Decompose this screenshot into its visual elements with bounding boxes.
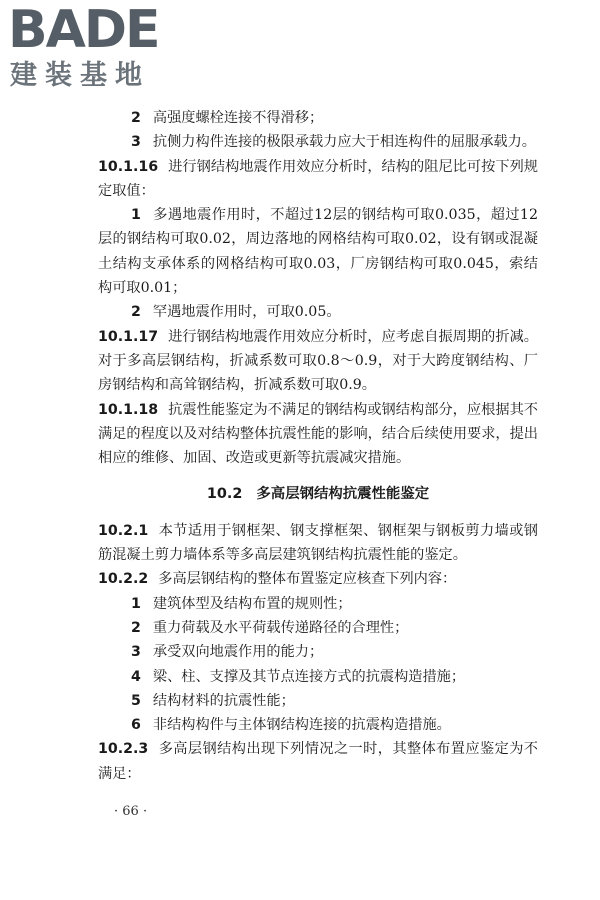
item-number: 3 xyxy=(131,134,141,151)
list-item xyxy=(98,203,538,300)
clause-number: 10.2.2 xyxy=(98,571,149,588)
item-number: 5 xyxy=(131,692,141,709)
clause-text: 多高层钢结构出现下列情况之一时，其整体布置应鉴定为不满足： xyxy=(98,741,538,782)
item-text: 高强度螺栓连接不得滑移； xyxy=(152,110,324,126)
clause-text: 进行钢结构地震作用效应分析时，结构的阻尼比可按下列规定取值： xyxy=(98,158,538,199)
item-number: 2 xyxy=(131,110,141,126)
item-number: 2 xyxy=(131,619,141,636)
clause-number: 10.1.16 xyxy=(98,158,159,175)
section-heading xyxy=(98,482,538,506)
list-item xyxy=(98,300,538,324)
item-text: 罕遇地震作用时，可取0.05。 xyxy=(152,304,341,321)
list-item xyxy=(98,713,538,737)
list-item xyxy=(98,616,538,640)
clause-text: 进行钢结构地震作用效应分析时，应考虑自振周期的折减。对于多高层钢结构，折减系数可取0.8～0.9，对于大跨度钢结构、厂房钢结构和高耸钢结构，折减系数可取0.9。 xyxy=(98,328,538,394)
item-text: 梁、柱、支撑及其节点连接方式的抗震构造措施； xyxy=(152,668,466,685)
clause-number: 10.2.1 xyxy=(98,522,149,539)
document-body xyxy=(98,106,538,786)
item-number: 1 xyxy=(131,595,141,612)
clause xyxy=(98,567,538,591)
logo-subtitle: 建装基地 xyxy=(10,60,150,91)
section-title: 多高层钢结构抗震性能鉴定 xyxy=(256,486,430,503)
clause-number: 10.1.17 xyxy=(98,328,159,345)
item-number: 1 xyxy=(131,207,141,224)
clause xyxy=(98,519,538,568)
item-number: 3 xyxy=(131,644,141,661)
bade-logo xyxy=(6,2,176,94)
clause-number: 10.2.3 xyxy=(98,741,149,758)
section-number: 10.2 xyxy=(206,486,243,503)
item-text: 建筑体型及结构布置的规则性； xyxy=(152,595,352,612)
list-item xyxy=(98,130,538,154)
item-text: 结构材料的抗震性能； xyxy=(152,692,295,709)
item-number: 4 xyxy=(131,668,141,685)
clause-text: 多高层钢结构的整体布置鉴定应核查下列内容： xyxy=(158,571,457,588)
clause xyxy=(98,155,538,204)
item-number: 6 xyxy=(131,717,141,734)
item-text: 重力荷载及水平荷载传递路径的合理性； xyxy=(152,619,409,636)
item-text: 承受双向地震作用的能力； xyxy=(152,644,324,661)
list-item xyxy=(98,640,538,664)
item-text: 非结构构件与主体钢结构连接的抗震构造措施。 xyxy=(152,717,451,734)
item-text: 抗侧力构件连接的极限承载力应大于相连构件的屈服承载力。 xyxy=(152,134,536,151)
logo-wordmark: BADE xyxy=(8,0,159,60)
item-text: 多遇地震作用时，不超过12层的钢结构可取0.035，超过12层的钢结构可取0.02，周边落地的网格结构可取0.02，设有钢或混凝土结构支承体系的网格结构可取0.03，厂房钢结构可取0.045，索结构可取0.01； xyxy=(98,207,538,297)
clause xyxy=(98,325,538,398)
list-item xyxy=(98,106,538,130)
page-number: · 66 · xyxy=(114,804,148,819)
list-item xyxy=(98,665,538,689)
clause-text: 抗震性能鉴定为不满足的钢结构或钢结构部分，应根据其不满足的程度以及对结构整体抗震性能的影响，结合后续使用要求，提出相应的维修、加固、改造或更新等抗震减灾措施。 xyxy=(98,401,538,467)
clause-number: 10.1.18 xyxy=(98,401,159,418)
clause xyxy=(98,737,538,786)
clause-text: 本节适用于钢框架、钢支撑框架、钢框架与钢板剪力墙或钢筋混凝土剪力墙体系等多高层建筑钢结构抗震性能的鉴定。 xyxy=(98,522,538,564)
item-number: 2 xyxy=(131,304,141,321)
list-item xyxy=(98,592,538,616)
clause xyxy=(98,398,538,471)
list-item xyxy=(98,689,538,713)
